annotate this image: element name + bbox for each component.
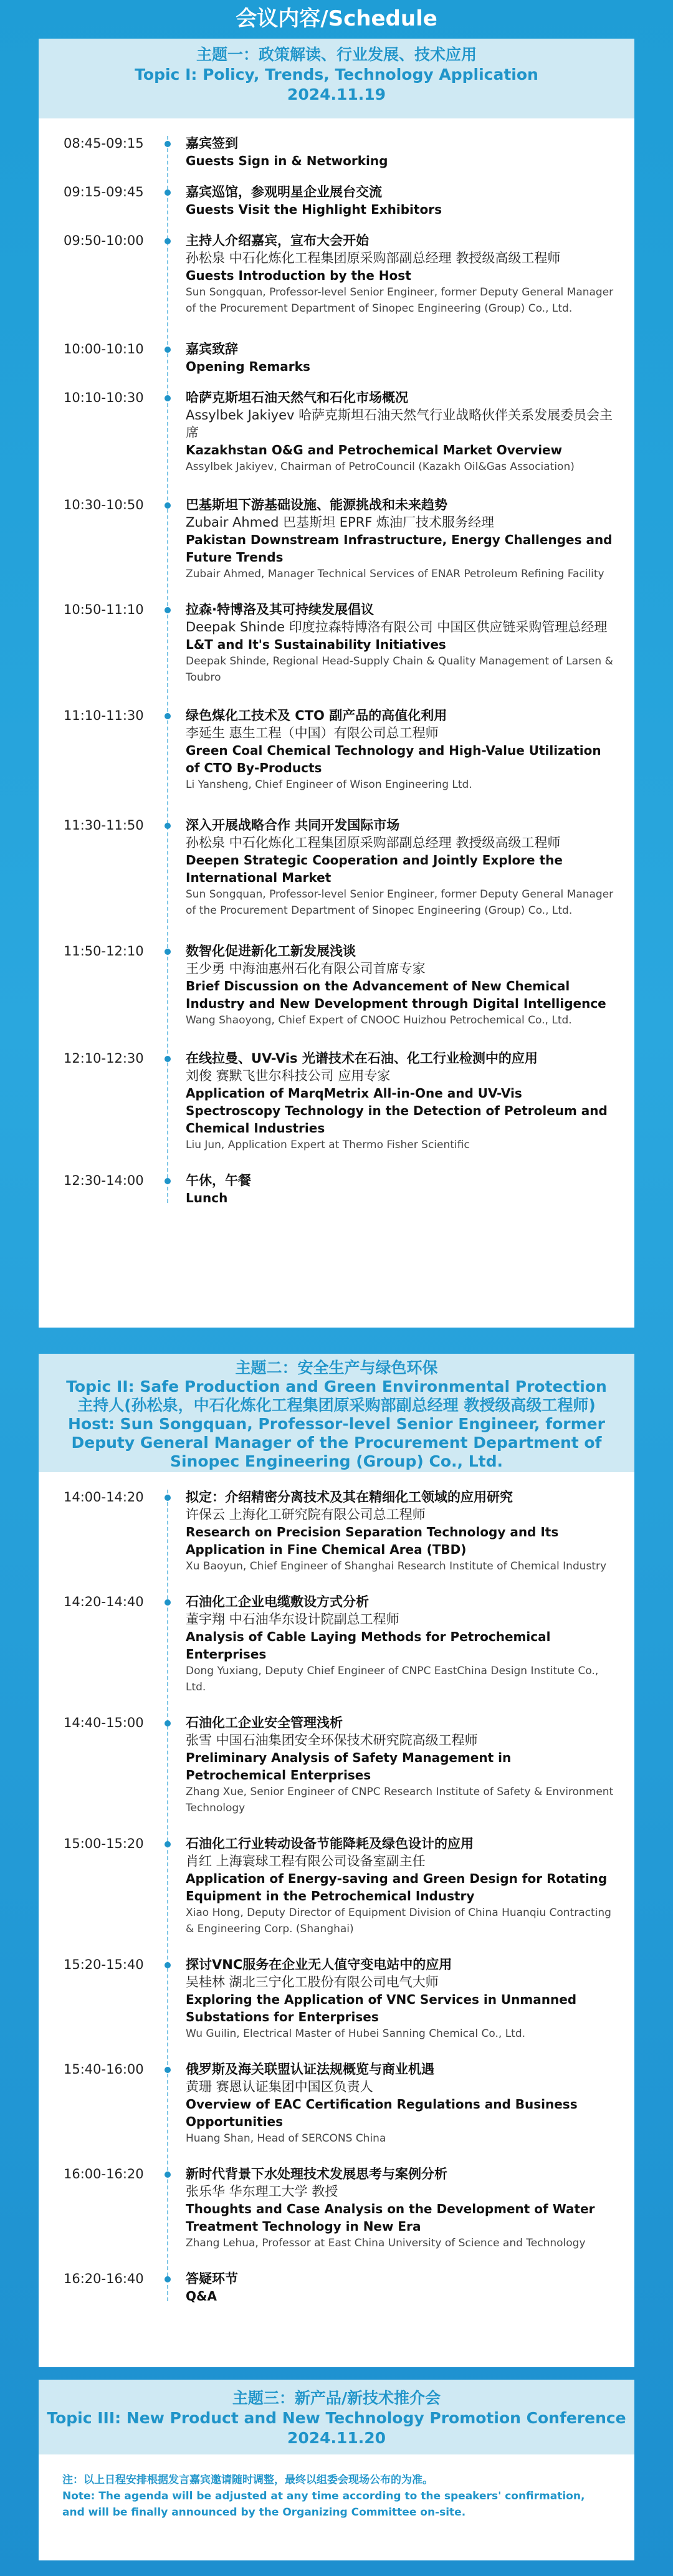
item-content bbox=[167, 1593, 616, 1695]
item-time: 14:00-14:20 bbox=[64, 1490, 144, 1505]
item-time: 16:00-16:20 bbox=[64, 2167, 144, 2181]
timeline-dot bbox=[165, 1599, 171, 1606]
item-speaker-en: Sun Songquan, Professor-level Senior Engineer, former Deputy General Manager of the Procurement Department of Sinopec Engineering (Group) Co., Ltd. bbox=[186, 286, 614, 315]
item-content bbox=[167, 2165, 616, 2251]
item-content bbox=[167, 1172, 616, 1207]
timeline-dot bbox=[165, 189, 171, 196]
timeline-dot bbox=[165, 2067, 171, 2073]
session-2-schedule bbox=[39, 1472, 634, 2305]
session-1-header bbox=[39, 39, 634, 118]
session-2-title-zh: 主题二：安全生产与绿色环保 bbox=[235, 1359, 438, 1377]
item-time: 11:50-12:10 bbox=[64, 944, 144, 959]
item-content bbox=[167, 1714, 616, 1816]
timeline-dot bbox=[165, 1720, 171, 1726]
item-time: 10:50-11:10 bbox=[64, 602, 144, 617]
schedule-item bbox=[39, 942, 634, 1028]
timeline-dot bbox=[165, 347, 171, 353]
item-speaker-zh: 董宇翔 中石油华东设计院副总工程师 bbox=[186, 1612, 399, 1627]
timeline-dot bbox=[165, 502, 171, 509]
item-speaker-en: Deepak Shinde, Regional Head-Supply Chain & Quality Management of Larsen & Toubro bbox=[186, 655, 613, 684]
item-content bbox=[167, 1835, 616, 1937]
item-speaker-en: Xiao Hong, Deputy Director of Equipment Division of China Huanqiu Contracting & Engineering Corp. (Shanghai) bbox=[186, 1907, 611, 1935]
item-content bbox=[167, 942, 616, 1028]
item-title-zh: 午休，午餐 bbox=[186, 1173, 251, 1188]
item-title-zh: 在线拉曼、UV-Vis 光谱技术在石油、化工行业检测中的应用 bbox=[186, 1051, 538, 1066]
item-title-zh: 绿色煤化工技术及 CTO 副产品的高值化利用 bbox=[186, 708, 447, 723]
schedule-item bbox=[39, 183, 634, 218]
item-speaker-zh: 孙松泉 中石化炼化工程集团原采购部副总经理 教授级高级工程师 bbox=[186, 835, 561, 850]
item-speaker-zh: 肖红 上海寰球工程有限公司设备室副主任 bbox=[186, 1854, 426, 1869]
item-title-zh: 石油化工企业安全管理浅析 bbox=[186, 1715, 343, 1730]
item-speaker-zh: 孙松泉 中石化炼化工程集团原采购部副总经理 教授级高级工程师 bbox=[186, 251, 561, 266]
item-title-en: L&T and It's Sustainability Initiatives bbox=[186, 637, 446, 652]
item-time: 09:15-09:45 bbox=[64, 184, 144, 199]
item-speaker-en: Zhang Lehua, Professor at East China University of Science and Technology bbox=[186, 2237, 586, 2249]
schedule-item bbox=[39, 232, 634, 317]
item-title-en: Deepen Strategic Cooperation and Jointly Explore the International Market bbox=[186, 853, 563, 885]
footnote-zh: 注：以上日程安排根据发言嘉宾邀请随时调整，最终以组委会现场公布的为准。 bbox=[62, 2474, 433, 2486]
item-speaker-zh: 张乐华 华东理工大学 教授 bbox=[186, 2184, 338, 2199]
item-title-en: Q&A bbox=[186, 2289, 217, 2304]
session-2-panel bbox=[39, 1354, 634, 2367]
timeline-dot bbox=[165, 713, 171, 719]
schedule-item bbox=[39, 816, 634, 919]
schedule-item bbox=[39, 1835, 634, 1937]
item-content bbox=[167, 816, 616, 919]
item-title-en: Thoughts and Case Analysis on the Development of Water Treatment Technology in New Era bbox=[186, 2201, 595, 2234]
session-1-date: 2024.11.19 bbox=[287, 85, 386, 103]
item-content bbox=[167, 183, 616, 218]
item-time: 10:10-10:30 bbox=[64, 390, 144, 405]
item-content bbox=[167, 232, 616, 317]
item-title-en: Application of MarqMetrix All-in-One and UV-Vis Spectroscopy Technology in the Detection of Petroleum and Chemical Industries bbox=[186, 1086, 608, 1136]
item-title-en: Brief Discussion on the Advancement of New Chemical Industry and New Development through Digital Intelligence bbox=[186, 979, 606, 1011]
item-title-zh: 拉森·特博洛及其可持续发展倡议 bbox=[186, 602, 374, 617]
schedule-item bbox=[39, 1050, 634, 1153]
item-title-en: Overview of EAC Certification Regulations and Business Opportunities bbox=[186, 2097, 578, 2129]
item-title-en: Exploring the Application of VNC Services in Unmanned Substations for Enterprises bbox=[186, 1992, 577, 2024]
item-time: 11:30-11:50 bbox=[64, 818, 144, 833]
timeline-dot bbox=[165, 395, 171, 401]
session-1-title-zh: 主题一：政策解读、行业发展、技术应用 bbox=[196, 45, 477, 64]
schedule-item bbox=[39, 2270, 634, 2305]
session-1-panel bbox=[39, 39, 634, 1328]
item-speaker-en: Huang Shan, Head of SERCONS China bbox=[186, 2132, 386, 2145]
item-speaker-en: Liu Jun, Application Expert at Thermo Fisher Scientific bbox=[186, 1139, 470, 1151]
item-speaker-zh: 李延生 惠生工程（中国）有限公司总工程师 bbox=[186, 725, 439, 740]
item-content bbox=[167, 601, 616, 686]
item-speaker-en: Dong Yuxiang, Deputy Chief Engineer of CNPC EastChina Design Institute Co., Ltd. bbox=[186, 1665, 599, 1693]
item-title-zh: 拟定：介绍精密分离技术及其在精细化工领域的应用研究 bbox=[186, 1490, 513, 1505]
item-time: 15:40-16:00 bbox=[64, 2062, 144, 2077]
item-speaker-zh: 王少勇 中海油惠州石化有限公司首席专家 bbox=[186, 961, 426, 976]
item-title-zh: 数智化促进新化工新发展浅谈 bbox=[186, 944, 356, 959]
item-title-en: Pakistan Downstream Infrastructure, Energy Challenges and Future Trends bbox=[186, 532, 613, 565]
item-time: 10:00-10:10 bbox=[64, 342, 144, 357]
item-title-zh: 探讨VNC服务在企业无人值守变电站中的应用 bbox=[186, 1957, 452, 1972]
item-title-zh: 深入开展战略合作 共同开发国际市场 bbox=[186, 818, 400, 833]
item-content bbox=[167, 389, 616, 475]
item-title-en: Analysis of Cable Laying Methods for Petrochemical Enterprises bbox=[186, 1629, 551, 1662]
item-title-en: Opening Remarks bbox=[186, 359, 310, 374]
item-content bbox=[167, 2061, 616, 2147]
item-title-zh: 新时代背景下水处理技术发展思考与案例分析 bbox=[186, 2167, 447, 2181]
schedule-item bbox=[39, 135, 634, 170]
timeline-dot bbox=[165, 1962, 171, 1968]
item-title-zh: 石油化工行业转动设备节能降耗及绿色设计的应用 bbox=[186, 1836, 474, 1851]
timeline-dot bbox=[165, 238, 171, 244]
schedule-item bbox=[39, 496, 634, 582]
timeline-dot bbox=[165, 1056, 171, 1062]
item-speaker-zh: Assylbek Jakiyev 哈萨克斯坦石油天然气行业战略伙伴关系发展委员会主席 bbox=[186, 408, 613, 440]
item-time: 08:45-09:15 bbox=[64, 136, 144, 151]
item-title-en: Green Coal Chemical Technology and High-Value Utilization of CTO By-Products bbox=[186, 743, 601, 775]
schedule-item bbox=[39, 707, 634, 793]
item-content bbox=[167, 2270, 616, 2305]
item-title-zh: 哈萨克斯坦石油天然气和石化市场概况 bbox=[186, 390, 408, 405]
footnote-en: Note: The agenda will be adjusted at any time according to the speakers' confirmation, and will be finally announced by the Organizing Committee on-site. bbox=[62, 2490, 585, 2519]
item-title-en: Kazakhstan O&G and Petrochemical Market Overview bbox=[186, 443, 563, 457]
item-title-en: Guests Sign in & Networking bbox=[186, 153, 388, 168]
item-time: 09:50-10:00 bbox=[64, 233, 144, 248]
item-title-zh: 嘉宾签到 bbox=[186, 136, 238, 151]
item-time: 12:10-12:30 bbox=[64, 1051, 144, 1066]
session-3-title-zh: 主题三：新产品/新技术推介会 bbox=[232, 2389, 441, 2407]
schedule-item bbox=[39, 340, 634, 375]
item-title-zh: 巴基斯坦下游基础设施、能源挑战和未来趋势 bbox=[186, 497, 447, 512]
item-time: 14:20-14:40 bbox=[64, 1594, 144, 1609]
item-speaker-en: Assylbek Jakiyev, Chairman of PetroCouncil (Kazakh Oil&Gas Association) bbox=[186, 461, 575, 473]
session-3-panel bbox=[39, 2380, 634, 2560]
item-speaker-zh: 黄珊 赛恩认证集团中国区负责人 bbox=[186, 2079, 373, 2094]
schedule-item bbox=[39, 2165, 634, 2251]
item-title-en: Lunch bbox=[186, 1190, 228, 1205]
item-content bbox=[167, 1488, 616, 1574]
timeline-dot bbox=[165, 607, 171, 613]
session-2-host-en: Host: Sun Songquan, Professor-level Senior Engineer, former Deputy General Manager of the Procurement Department of Sinopec Engineering (Group) Co., Ltd. bbox=[68, 1415, 605, 1470]
schedule-item bbox=[39, 601, 634, 686]
timeline-dot bbox=[165, 1178, 171, 1184]
item-speaker-zh: Deepak Shinde 印度拉森特博洛有限公司 中国区供应链采购管理总经理 bbox=[186, 620, 608, 634]
item-title-en: Research on Precision Separation Technology and Its Application in Fine Chemical Area (TBD) bbox=[186, 1525, 559, 1557]
item-time: 12:30-14:00 bbox=[64, 1173, 144, 1188]
session-3-header bbox=[39, 2380, 634, 2454]
item-title-zh: 嘉宾致辞 bbox=[186, 342, 238, 357]
schedule-item bbox=[39, 1956, 634, 2042]
timeline-dot bbox=[165, 141, 171, 147]
timeline-dot bbox=[165, 949, 171, 955]
item-speaker-en: Wang Shaoyong, Chief Expert of CNOOC Huizhou Petrochemical Co., Ltd. bbox=[186, 1014, 572, 1027]
timeline-dot bbox=[165, 823, 171, 829]
item-title-en: Guests Visit the Highlight Exhibitors bbox=[186, 202, 442, 217]
item-time: 10:30-10:50 bbox=[64, 497, 144, 512]
item-time: 11:10-11:30 bbox=[64, 708, 144, 723]
schedule-item bbox=[39, 1714, 634, 1816]
item-content bbox=[167, 496, 616, 582]
session-2-title-en: Topic II: Safe Production and Green Environmental Protection bbox=[66, 1377, 607, 1396]
item-time: 15:20-15:40 bbox=[64, 1957, 144, 1972]
schedule-item bbox=[39, 389, 634, 475]
timeline-dot bbox=[165, 1495, 171, 1501]
item-speaker-en: Wu Guilin, Electrical Master of Hubei Sanning Chemical Co., Ltd. bbox=[186, 2028, 526, 2040]
page-title: 会议内容/Schedule bbox=[236, 6, 437, 31]
item-speaker-en: Zubair Ahmed, Manager Technical Services of ENAR Petroleum Refining Facility bbox=[186, 568, 604, 580]
item-speaker-zh: 张雪 中国石油集团安全环保技术研究院高级工程师 bbox=[186, 1733, 478, 1748]
item-speaker-en: Li Yansheng, Chief Engineer of Wison Engineering Ltd. bbox=[186, 778, 472, 791]
schedule-item bbox=[39, 1593, 634, 1695]
timeline-dot bbox=[165, 2276, 171, 2282]
item-speaker-zh: 刘俊 赛默飞世尔科技公司 应用专家 bbox=[186, 1068, 391, 1083]
item-content bbox=[167, 340, 616, 375]
schedule-item bbox=[39, 1488, 634, 1574]
item-content bbox=[167, 135, 616, 170]
item-content bbox=[167, 1956, 616, 2042]
timeline-dot bbox=[165, 1841, 171, 1847]
footnote bbox=[39, 2454, 634, 2521]
session-1-schedule bbox=[39, 118, 634, 1207]
item-time: 14:40-15:00 bbox=[64, 1715, 144, 1730]
session-2-host-zh: 主持人(孙松泉，中石化炼化工程集团原采购部副总经理 教授级高级工程师) bbox=[77, 1396, 596, 1414]
schedule-item bbox=[39, 1172, 634, 1207]
item-title-zh: 主持人介绍嘉宾，宣布大会开始 bbox=[186, 233, 369, 248]
item-content bbox=[167, 1050, 616, 1153]
item-speaker-zh: 许保云 上海化工研究院有限公司总工程师 bbox=[186, 1507, 426, 1522]
item-content bbox=[167, 707, 616, 793]
item-title-en: Guests Introduction by the Host bbox=[186, 268, 411, 283]
item-speaker-zh: Zubair Ahmed 巴基斯坦 EPRF 炼油厂技术服务经理 bbox=[186, 515, 495, 530]
item-title-zh: 石油化工企业电缆敷设方式分析 bbox=[186, 1594, 369, 1609]
item-title-zh: 嘉宾巡馆，参观明星企业展台交流 bbox=[186, 184, 382, 199]
item-title-zh: 答疑环节 bbox=[186, 2271, 238, 2286]
session-2-header bbox=[39, 1354, 634, 1472]
item-title-en: Preliminary Analysis of Safety Management in Petrochemical Enterprises bbox=[186, 1750, 512, 1783]
session-3-title-en: Topic III: New Product and New Technology Promotion Conference bbox=[47, 2409, 626, 2427]
item-title-en: Application of Energy-saving and Green Design for Rotating Equipment in the Petrochemical Industry bbox=[186, 1871, 608, 1903]
session-3-date: 2024.11.20 bbox=[287, 2429, 386, 2447]
item-title-zh: 俄罗斯及海关联盟认证法规概览与商业机遇 bbox=[186, 2062, 434, 2077]
item-speaker-en: Sun Songquan, Professor-level Senior Engineer, former Deputy General Manager of the Procurement Department of Sinopec Engineering (Group) Co., Ltd. bbox=[186, 888, 614, 917]
schedule-item bbox=[39, 2061, 634, 2147]
session-1-title-en: Topic I: Policy, Trends, Technology Application bbox=[135, 65, 538, 84]
item-speaker-en: Zhang Xue, Senior Engineer of CNPC Research Institute of Safety & Environment Technology bbox=[186, 1786, 614, 1814]
item-time: 16:20-16:40 bbox=[64, 2271, 144, 2286]
item-speaker-zh: 吴桂林 湖北三宁化工股份有限公司电气大师 bbox=[186, 1975, 439, 1989]
item-time: 15:00-15:20 bbox=[64, 1836, 144, 1851]
timeline-dot bbox=[165, 2171, 171, 2178]
item-speaker-en: Xu Baoyun, Chief Engineer of Shanghai Research Institute of Chemical Industry bbox=[186, 1560, 607, 1573]
